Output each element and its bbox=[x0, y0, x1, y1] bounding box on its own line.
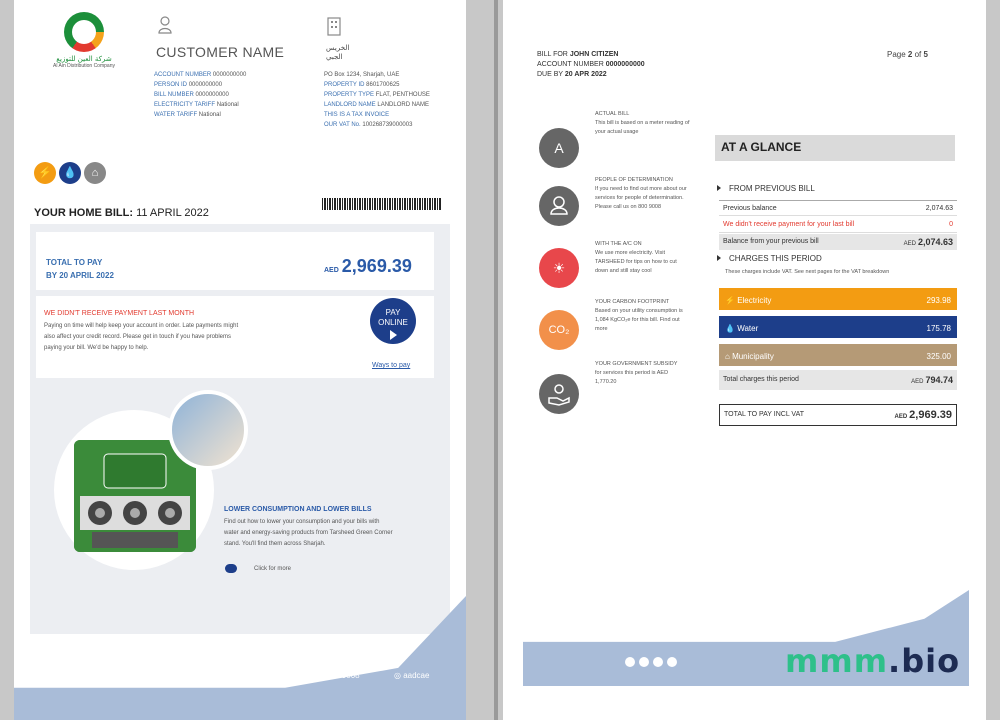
from-previous-bill-heading: FROM PREVIOUS BILL bbox=[717, 184, 815, 193]
electricity-icon: ⚡ bbox=[725, 296, 738, 305]
page-label: Page bbox=[887, 50, 906, 59]
total-incl-vat-value: 2,969.39 bbox=[909, 409, 952, 421]
bill-number-value: 0000000000 bbox=[195, 92, 229, 98]
website-text: aadcae bbox=[403, 671, 430, 680]
landlord-name-label: LANDLORD NAME bbox=[324, 102, 376, 108]
account-details bbox=[154, 70, 246, 120]
watermark-tld: .bio bbox=[888, 642, 961, 680]
phone-number[interactable]: ☏ 800 9008 bbox=[314, 671, 360, 680]
pay-online-button[interactable] bbox=[370, 298, 416, 344]
page-of: of bbox=[914, 50, 922, 59]
ac-info bbox=[595, 240, 690, 276]
people-of-determination-icon bbox=[539, 186, 579, 226]
social-links-p2 bbox=[625, 654, 681, 672]
electricity-value: 293.98 bbox=[926, 296, 951, 305]
person-id-value: 0000000000 bbox=[188, 82, 223, 88]
page-number bbox=[887, 50, 928, 59]
water-charge-bar bbox=[719, 316, 957, 338]
company-name-ar: شركة العين للتوزيع bbox=[56, 55, 112, 63]
water-label: Water bbox=[737, 324, 759, 333]
payment-not-received-row bbox=[719, 217, 957, 233]
due-by-value: 20 APR 2022 bbox=[564, 71, 607, 78]
watermark bbox=[785, 642, 960, 680]
play-arrow-icon bbox=[390, 330, 397, 340]
water-value: 175.78 bbox=[926, 324, 951, 333]
payment-warning-title: WE DIDN'T RECEIVE PAYMENT LAST MONTH bbox=[44, 310, 195, 317]
subsidy-title: YOUR GOVERNMENT SUBSIDY bbox=[595, 361, 678, 367]
previous-bill-balance-row bbox=[719, 234, 957, 250]
co2-icon-label: CO₂ bbox=[548, 324, 570, 336]
total-amount-value: 2,969.39 bbox=[341, 256, 412, 276]
electricity-tariff-label: ELECTRICITY TARIFF bbox=[154, 102, 216, 108]
ac-text: We use more electricity. Visit TARSHEED for tips on how to cut down and still stay cool bbox=[595, 250, 677, 274]
municipality-icon: ⌂ bbox=[725, 352, 733, 361]
pay-online-label-1: PAY bbox=[385, 308, 401, 317]
currency: AED bbox=[324, 267, 339, 274]
watermark-text: mmm bbox=[785, 642, 889, 680]
previous-bill-balance-value: 2,074.63 bbox=[917, 237, 953, 247]
youtube-icon[interactable] bbox=[639, 657, 649, 667]
bill-for-block bbox=[537, 50, 645, 80]
phone-number-text: 800 9008 bbox=[326, 671, 360, 680]
water-drop-icon: 💧 bbox=[59, 162, 81, 184]
previous-balance-label: Previous balance bbox=[723, 205, 777, 212]
ac-title: WITH THE A/C ON bbox=[595, 241, 642, 247]
payment-warning-body: Paying on time will help keep your account in order. Late payments might also affect your credit record. Please get in touch if you have problems paying your bill. We'd be happy to help. bbox=[44, 323, 239, 351]
facebook-icon[interactable] bbox=[667, 657, 677, 667]
total-to-pay-label bbox=[46, 256, 114, 282]
home-bill-date: 11 APRIL 2022 bbox=[136, 207, 209, 219]
electricity-icon: ⚡ bbox=[34, 162, 56, 184]
carbon-footprint-title: YOUR CARBON FOOTPRINT bbox=[595, 299, 670, 305]
account-number-label: ACCOUNT NUMBER bbox=[154, 72, 212, 78]
charges-this-period-heading: CHARGES THIS PERIOD bbox=[717, 254, 822, 263]
company-logo-icon bbox=[64, 12, 104, 52]
property-id-value: 8601700625 bbox=[366, 82, 400, 88]
click-more-icon[interactable] bbox=[225, 564, 237, 573]
social-links bbox=[116, 671, 172, 689]
youtube-icon[interactable] bbox=[130, 674, 140, 684]
actual-bill-icon-letter: A bbox=[554, 140, 564, 156]
actual-bill-icon bbox=[539, 128, 579, 168]
home-bill-label: YOUR HOME BILL: bbox=[34, 207, 133, 219]
account-number-value-p2: 0000000000 bbox=[605, 61, 645, 68]
promo-body: Find out how to lower your consumption and your bills with water and energy-saving products from Tarsheed Green Corner stand. You'll find them across Sharjah. bbox=[224, 519, 393, 547]
total-charges-row bbox=[719, 370, 957, 390]
total-charges-label: Total charges this period bbox=[723, 376, 799, 383]
property-details bbox=[324, 70, 430, 130]
subsidy-hand-icon bbox=[539, 374, 579, 414]
total-amount bbox=[324, 256, 412, 277]
utility-icons bbox=[34, 162, 109, 184]
company-logo bbox=[44, 12, 124, 84]
building-icon bbox=[326, 16, 342, 36]
property-type-value: FLAT, PENTHOUSE bbox=[375, 92, 430, 98]
carbon-footprint-info bbox=[595, 298, 690, 334]
landlord-name-value: LANDLORD NAME bbox=[377, 102, 430, 108]
municipality-value: 325.00 bbox=[926, 352, 951, 361]
total-label: TOTAL TO PAY bbox=[46, 258, 103, 267]
due-by-label: DUE BY bbox=[537, 71, 563, 78]
promo-title: LOWER CONSUMPTION AND LOWER BILLS bbox=[224, 506, 372, 513]
instagram-icon[interactable] bbox=[653, 657, 663, 667]
electricity-label: Electricity bbox=[737, 296, 772, 305]
sun-icon: ☀ bbox=[539, 248, 579, 288]
co2-icon bbox=[539, 310, 579, 350]
property-id-label: PROPERTY ID bbox=[324, 82, 365, 88]
facebook-icon[interactable] bbox=[158, 674, 168, 684]
electricity-charge-bar bbox=[719, 288, 957, 310]
page-current: 2 bbox=[907, 50, 913, 59]
barcode bbox=[322, 198, 442, 210]
previous-bill-balance-label: Balance from your previous bill bbox=[723, 238, 819, 245]
water-tariff-label: WATER TARIFF bbox=[154, 112, 198, 118]
electricity-tariff-value: National bbox=[216, 102, 239, 108]
person-icon bbox=[158, 16, 172, 34]
municipality-label: Municipality bbox=[732, 352, 774, 361]
vat-number-label: OUR VAT No. bbox=[324, 122, 361, 128]
person-id-label: PERSON ID bbox=[154, 82, 188, 88]
people-of-determination-info bbox=[595, 176, 690, 212]
property-type-label: PROPERTY TYPE bbox=[324, 92, 375, 98]
previous-balance-value: 2,074.63 bbox=[925, 205, 953, 212]
website-link[interactable]: ◎ aadcae bbox=[394, 671, 430, 680]
total-incl-vat-label: TOTAL TO PAY INCL VAT bbox=[724, 411, 805, 418]
tax-invoice-label: THIS IS A TAX INVOICE bbox=[324, 112, 390, 118]
balance-currency: AED bbox=[903, 241, 916, 247]
bill-page-1 bbox=[14, 0, 466, 720]
people-of-determination-text: If you need to find out more about our services for people of determination. Please call us on 800 9008 bbox=[595, 186, 687, 210]
at-a-glance-title: AT A GLANCE bbox=[721, 140, 802, 154]
bill-for-name: JOHN CITIZEN bbox=[569, 51, 619, 58]
instagram-icon[interactable] bbox=[144, 674, 154, 684]
twitter-icon[interactable] bbox=[116, 674, 126, 684]
bill-page-2 bbox=[503, 0, 986, 720]
twitter-icon[interactable] bbox=[625, 657, 635, 667]
property-address: PO Box 1234, Sharjah, UAE bbox=[324, 72, 400, 78]
click-more-link[interactable]: Click for more bbox=[254, 566, 292, 572]
total-charges-value: 794.74 bbox=[925, 375, 953, 385]
total-charges-currency: AED bbox=[911, 379, 924, 385]
bill-number-label: BILL NUMBER bbox=[154, 92, 194, 98]
people-of-determination-title: PEOPLE OF DETERMINATION bbox=[595, 177, 673, 183]
previous-balance-row bbox=[719, 200, 957, 216]
payment-not-received-value: 0 bbox=[949, 221, 953, 228]
pay-online-label-2: ONLINE bbox=[378, 318, 408, 327]
ways-to-pay-link[interactable]: Ways to pay bbox=[372, 362, 411, 369]
actual-bill-text: This bill is based on a meter reading of your actual usage bbox=[595, 120, 690, 135]
bill-for-label: BILL FOR bbox=[537, 51, 568, 58]
property-name-ar: الخريس الجبي bbox=[326, 44, 350, 61]
vat-number-value: 100268739000003 bbox=[362, 122, 413, 128]
carbon-footprint-text: Based on your utility consumption is 1,084 KgCO₂e for this bill. Find out more bbox=[595, 308, 683, 332]
customer-name: CUSTOMER NAME bbox=[156, 44, 285, 60]
company-name-en: Al Ain Distribution Company bbox=[53, 63, 115, 69]
subsidy-info bbox=[595, 360, 690, 387]
home-icon: ⌂ bbox=[84, 162, 106, 184]
actual-bill-info bbox=[595, 110, 690, 137]
total-incl-vat-currency: AED bbox=[894, 414, 908, 420]
water-drop-icon: 💧 bbox=[725, 324, 738, 333]
account-number-value: 0000000000 bbox=[212, 72, 247, 78]
total-incl-vat-box bbox=[719, 404, 957, 426]
home-bill-heading bbox=[34, 207, 209, 219]
promo-photo bbox=[168, 390, 248, 470]
charges-note: These charges include VAT. See next pages for the VAT breakdown bbox=[725, 269, 890, 275]
page-divider bbox=[494, 0, 498, 720]
payment-not-received-label: We didn't receive payment for your last bill bbox=[723, 221, 855, 228]
total-due-date: BY 20 APRIL 2022 bbox=[46, 271, 114, 280]
actual-bill-title: ACTUAL BILL bbox=[595, 111, 630, 117]
page-total: 5 bbox=[923, 50, 928, 59]
account-number-label-p2: ACCOUNT NUMBER bbox=[537, 61, 604, 68]
water-tariff-value: National bbox=[198, 112, 221, 118]
subsidy-text: for services this period is AED 1,770.20 bbox=[595, 370, 669, 385]
municipality-charge-bar bbox=[719, 344, 957, 366]
